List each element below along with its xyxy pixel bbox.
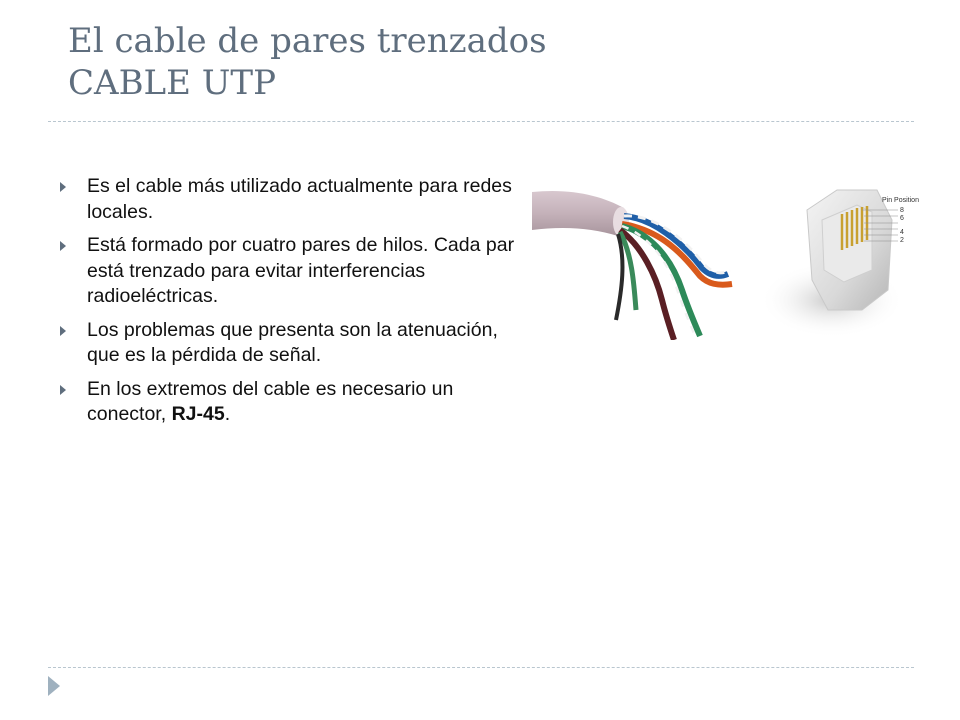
rj45-emphasis: RJ-45 bbox=[171, 403, 225, 425]
pin-number: 8 bbox=[900, 207, 904, 214]
footer-divider bbox=[48, 667, 914, 668]
bullet-text-part: En los extremos del cable es necesario un conector, bbox=[87, 377, 454, 425]
bullet-text: Está formado por cuatro pares de hilos. Cada par está trenzado para evitar interferencias radioeléctricas. bbox=[87, 234, 515, 307]
bullet-item bbox=[60, 174, 530, 225]
pin-number: 6 bbox=[900, 215, 904, 222]
triangle-bullet-icon bbox=[60, 326, 66, 336]
slide-title bbox=[68, 20, 868, 104]
pin-number: 2 bbox=[900, 237, 904, 244]
title-line-1: El cable de pares trenzados bbox=[68, 21, 547, 61]
utp-cable-image bbox=[532, 191, 732, 340]
bullet-text bbox=[87, 378, 453, 426]
triangle-bullet-icon bbox=[60, 241, 66, 251]
title-line-2: CABLE UTP bbox=[68, 63, 276, 103]
bullet-item bbox=[60, 233, 530, 310]
pin-position-label: Pin Position bbox=[882, 197, 919, 204]
rj45-connector-image bbox=[760, 190, 919, 338]
bullet-text: Es el cable más utilizado actualmente para redes locales. bbox=[87, 175, 512, 223]
bullet-list bbox=[60, 174, 530, 436]
pin-number: 4 bbox=[900, 229, 904, 236]
title-divider bbox=[48, 121, 914, 122]
triangle-bullet-icon bbox=[60, 182, 66, 192]
footer-arrow-icon bbox=[48, 676, 60, 696]
bullet-item bbox=[60, 318, 530, 369]
bullet-item bbox=[60, 377, 530, 428]
bullet-text-end: . bbox=[224, 403, 231, 425]
bullet-text: Los problemas que presenta son la atenuación, que es la pérdida de señal. bbox=[87, 318, 498, 366]
utp-cable-rj45-photo bbox=[532, 150, 952, 340]
triangle-bullet-icon bbox=[60, 385, 66, 395]
